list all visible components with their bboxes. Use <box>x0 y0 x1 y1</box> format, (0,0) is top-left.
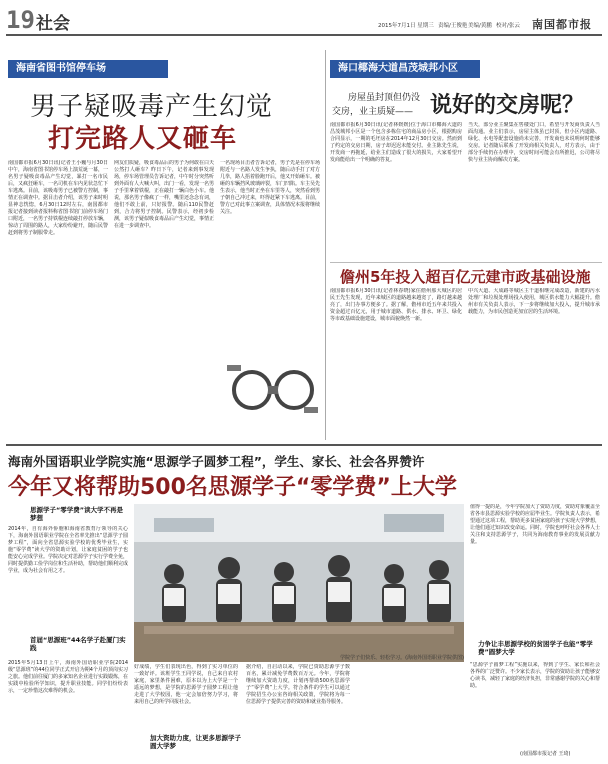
left-col-1: 南国都市报6月30日讯(记者王小巍与月30日中午，海南省图书馆停车场上演荒诞一幕，一名男子疑吸食毒品产生幻觉，暴打一名市民后，又疯狂砸车，一名司机在车内见状急忙下车逃离。目前，该吸毒男子已被警方控制，事情正在调查中。据目击者介绍，该男子来时明显神志恍惚，6月30日12时左右，南国都市报记者接到读者报料称省图书馆门前停车场门口附近，一名男子持铁棍连续敲打停放车辆，惊动了周围的路人，大家纷纷避开，随后民警赶到将男子制服带走。 <box>8 160 108 236</box>
right-kicker-2: 交房，业主质疑—— <box>332 107 414 117</box>
page-header <box>6 6 602 36</box>
right-divider <box>330 262 602 263</box>
feature-col-3: 据介绍，自启动以来，学院已资助思源学子数百名，累计减免学费数百万元。今年，学院将继续加大资助力度，计划再帮助500名思源学子“零学费”上大学。符合条件的学生可以通过学院招生办公室咨询相关政策，学院将为每一位思源学子提供完善的资助和就业指导服务。 <box>246 664 350 705</box>
feature-subhead-3: 加大资助力度，让更多思源学子圆大学梦 <box>150 734 241 750</box>
right-mid-title: 儋州5年投入超百亿元建市政基础设施 <box>340 268 591 286</box>
feature-col-1: 2014年，自有海外侨胞和海南省教育厅领导的关心下，海南外国语职业学院在全省率先推出“思源学子圆梦工程”，面向全省思源实验学校的优秀毕业生，实施“零学费”读大学的资助计划，让家庭贫困的学子也能安心完成学业。学院决定对思源学子实行学费全免，同时提供勤工俭学岗位和生活补助，帮助他们顺利完成学业，成为社会有用之才。 <box>8 526 128 574</box>
feature-subhead-4: 力争让丰思源学校的贫困学子也能“零学费”圆梦大学 <box>478 640 593 656</box>
right-kicker-1: 房屋虽封顶但仍没 <box>348 93 421 103</box>
left-title-2: 打完路人又砸车 <box>48 124 238 154</box>
header-date: 2015年7月1日 星期三 <box>378 23 434 29</box>
right-banner: 海口椰海大道昌茂城邦小区 <box>330 60 480 78</box>
feature-rule <box>6 444 602 446</box>
header-editor: 责编/王俊艳 <box>438 23 468 29</box>
handcuff-illustration <box>222 345 322 437</box>
left-banner: 海南省图书馆停车场 <box>8 60 168 78</box>
feature-subhead-2: 首届“思源班”44名学子赴厦门实践 <box>30 636 126 652</box>
feature-col-1b: 2015年5月13日上午，海南外国语职业学院2014级“思源班”的44位同学正式开启为期4个月的顶岗实习之旅。他们前往厦门的多家知名企业进行实践锻炼，在实践中检验所学知识，提升职业技能。同学们纷纷表示，一定珍惜这次难得的机会。 <box>8 660 128 694</box>
feature-subhead-1: 思源学子“零学费”读大学不再是梦想 <box>30 506 124 522</box>
left-col-3: 一名现场目击者告诉记者，男子先是在停车场附近与一名路人发生争执，随后动手打了对方几拳，路人捂着脸跑开后，他又开始砸车。被砸的车辆挡风玻璃碎裂，车门凹陷。车主吴先生表示，他当时正坐在车里等人，突然看到男子朝自己冲过来，吓得赶紧下车逃离。目前，警方已对此事立案调查，具体情况本报将继续关注。 <box>220 160 320 215</box>
feature-col-4b: “思源学子圆梦工程”实施以来，得到了学生、家长和社会各界的广泛赞许。不少家长表示，学院的资助让孩子能够安心读书，减轻了家庭的经济负担，非常感谢学院的关心和帮助。 <box>470 662 600 689</box>
feature-col-4: 值得一提的是，今年学院加大了资助力度，资助对象覆盖全省各市县思源实验学校的应届毕业生。学院负责人表示，希望通过这项工程，帮助更多贫困家庭的孩子实现大学梦想，让他们通过知识改变命运。同时，学院也呼吁社会各界人士关注和支持思源学子，共同为海南教育事业的发展贡献力量。 <box>470 504 600 545</box>
left-title-1: 男子疑吸毒产生幻觉 <box>30 92 274 122</box>
column-divider <box>325 50 326 440</box>
right-top-col-1: 南国都市报6月30日讯(记者林媛媛)位于海口市椰海大道的昌茂城邦小区是一个包含多栋住宅的商品房小区，根据购房合同显示，一期的毛坯房在2014年12月30日交房。然而到了约定的交房日期，房子却迟迟未能交付。业主陈先生说，开发商一再拖延，给业主们造成了很大的损失，大家希望开发商能给出一个明确的答复。 <box>330 122 462 163</box>
masthead-logo: 南国都市报 <box>532 18 592 31</box>
right-title: 说好的交房呢？ <box>430 93 585 118</box>
feature-photo <box>134 504 464 662</box>
right-mid-col-1: 南国都市报6月30日讯(记者林春晓)家住儋州那大城区的居民王先生发现，近年来城区的道路越来越宽了，路灯越来越亮了，出门办事方便多了。据了解，儋州市近五年来共投入资金超过百亿元，用于城市道路、供水、排水、环卫、绿化等市政基础设施建设，城市面貌焕然一新。 <box>330 288 462 322</box>
page-number: 19 <box>6 6 35 34</box>
feature-kicker: 海南外国语职业学院实施“思源学子圆梦工程”，学生、家长、社会各界赞许 <box>8 454 425 469</box>
header-proofreader: 校对/张云 <box>496 23 520 29</box>
signoff: (南国都市报记者 王琦) <box>520 751 571 757</box>
photo-caption: 学院学子们快乐、轻松学习。(海南外国语职业学院供图) <box>340 655 464 661</box>
right-mid-col-2: 中兴大道、大成路等城区主干道相继完成改造，新建的污水处理厂和垃圾处理场投入使用，城区供水能力大幅提升。儋州市有关负责人表示，下一步将继续加大投入，提升城市承载能力，为市民创造更加宜居的生活环境。 <box>468 288 600 315</box>
header-rule <box>6 34 602 36</box>
feature-title: 今年又将帮助500名思源学子“零学费”上大学 <box>8 475 457 500</box>
header-designer: 美编/黄鹏 <box>468 23 492 29</box>
right-top-col-2: 当天，部分业主聚集在售楼处门口，希望与开发商负责人当面沟通。业主们表示，房屋主体虽已封顶，但小区内道路、绿化、水电等配套设施尚未完善，开发商也未说明何时能够交房。记者随后联系了开发商相关负责人，对方表示，由于部分手续仍在办理中，交房时间可能会有所推迟，公司将尽快与业主协商解决方案。 <box>468 122 600 163</box>
section-name: 社会 <box>36 14 70 34</box>
feature-col-2: 好成绩，学生们表现出色，得到了实习单位的一致好评。该班学生王同学说，自己来自农村家庭，家里条件困难，原本以为上大学是一个遥远的梦想，是学院的思源学子圆梦工程让他走进了大学校园，他一定会加倍努力学习，将来用自己的所学回报社会。 <box>134 664 238 705</box>
left-col-2: 网友们质疑，吸食毒品后的男子为何敢在白天公然打人砸车？昨日下午，记者来到事发现场，停车场管理员告诉记者，中午时分突然听到外面有人大喊大叫，出门一看，发现一名男子手里拿着铁棍，正在敲打一辆白色小车。他说，那名男子像疯了一样，嘴里还念念有词，他们不敢上前，只好报警。随后110民警赶到，合力将男子控制。民警表示，经初步检测，该男子疑似吸食毒品后产生幻觉，事情正在进一步调查中。 <box>114 160 214 229</box>
